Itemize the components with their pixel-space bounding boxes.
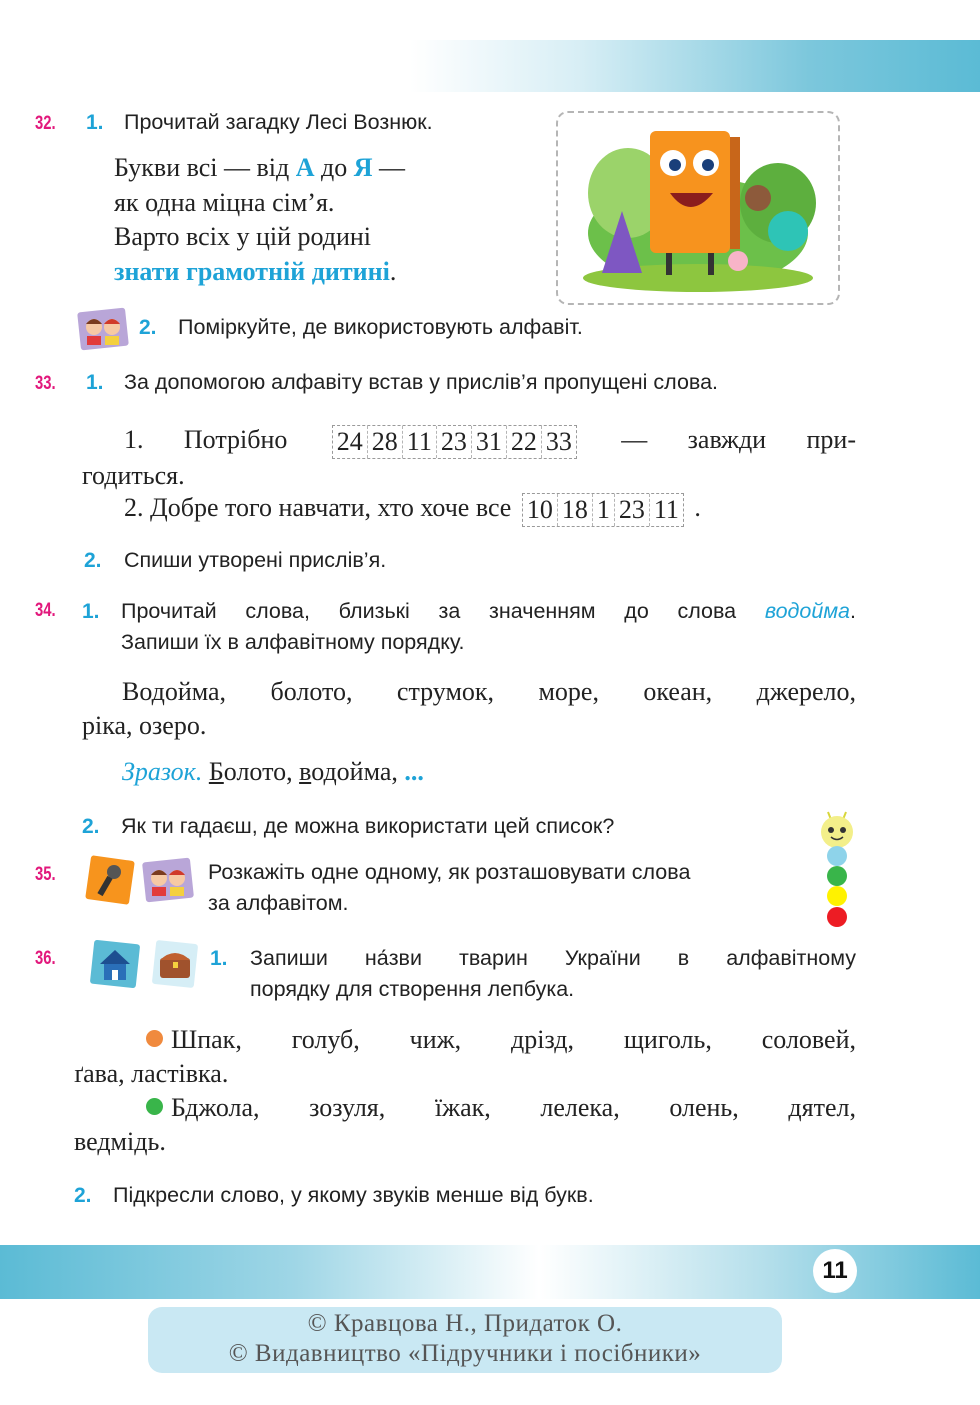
exercise-number: 33. (35, 373, 56, 394)
task-text: Розкажіть одне одному, як розташовувати слова за алфавітом. (208, 860, 691, 915)
task-text: Прочитай загадку Лесі Вознюк. (124, 110, 433, 134)
proverb-2: 2. Добре того навчати, хто хоче все 10 18 1 23 11 . (124, 491, 856, 527)
cipher-box: 10 18 1 23 11 (522, 493, 684, 527)
task-text: За допомогою алфавіту встав у прислів’я пропущені слова. (124, 370, 719, 394)
task-number: 2. (84, 549, 102, 572)
copyright-box (148, 1307, 782, 1373)
header-band (410, 40, 980, 92)
task-number: 1. (82, 600, 100, 623)
exercise-number: 32. (35, 113, 56, 134)
task-number: 2. (139, 316, 157, 339)
exercise-number: 36. (35, 948, 56, 969)
chest-icon (150, 938, 200, 995)
task-text: Спиши утворені прислів’я. (124, 548, 387, 572)
task-text: Прочитай слова, близькі за значенням до слова водойма. Запиши їх в алфавітному порядку. (121, 599, 856, 654)
book-mascot-illustration (556, 111, 840, 305)
task-number: 2. (82, 815, 100, 838)
sample-answer: Зразок. Болото, водойма, ... (122, 757, 424, 786)
green-dot-icon (146, 1098, 163, 1115)
page-number: 11 (813, 1249, 857, 1293)
riddle-poem: Букви всі — від А до Я — як одна міцна сім’я. Варто всіх у цій родині знати грамотній дитині. (114, 153, 406, 286)
house-icon (88, 938, 142, 995)
task-number: 1. (210, 947, 228, 970)
task-text: Підкресли слово, у якому звуків менше від букв. (113, 1183, 594, 1207)
bird-list: Шпак, голуб, чиж, дрізд, щиголь, соловей, ґава, ластівка. (74, 1025, 856, 1088)
animal-list: Бджола, зозуля, їжак, лелека, олень, дятел, ведмідь. (74, 1093, 856, 1156)
task-number: 1. (86, 371, 104, 394)
exercise-number: 35. (35, 864, 56, 885)
task-number: 1. (86, 111, 104, 134)
word-list: Водойма, болото, струмок, море, океан, джерело, ріка, озеро. (82, 677, 856, 740)
caterpillar-traffic-light-icon (814, 806, 860, 930)
copyright-authors: © Кравцова Н., Придаток О. (307, 1310, 623, 1337)
microphone-icon (84, 854, 136, 911)
orange-dot-icon (146, 1030, 163, 1047)
task-text: Як ти гадаєш, де можна використати цей список? (121, 814, 615, 838)
copyright-publisher: © Видавництво «Підручники і посібники» (228, 1340, 702, 1367)
proverb-1: 1. Потрібно 24 28 11 23 31 22 33 — завжди при- годиться. (82, 425, 856, 491)
pair-work-icon (140, 856, 196, 909)
task-number: 2. (74, 1184, 92, 1207)
pair-work-icon (75, 306, 131, 357)
cipher-box: 24 28 11 23 31 22 33 (332, 425, 577, 459)
exercise-number: 34. (35, 600, 56, 621)
task-text: Поміркуйте, де використовують алфавіт. (178, 315, 583, 339)
task-text: Запиши на́зви тварин України в алфавітному порядку для створення лепбука. (250, 946, 856, 1001)
